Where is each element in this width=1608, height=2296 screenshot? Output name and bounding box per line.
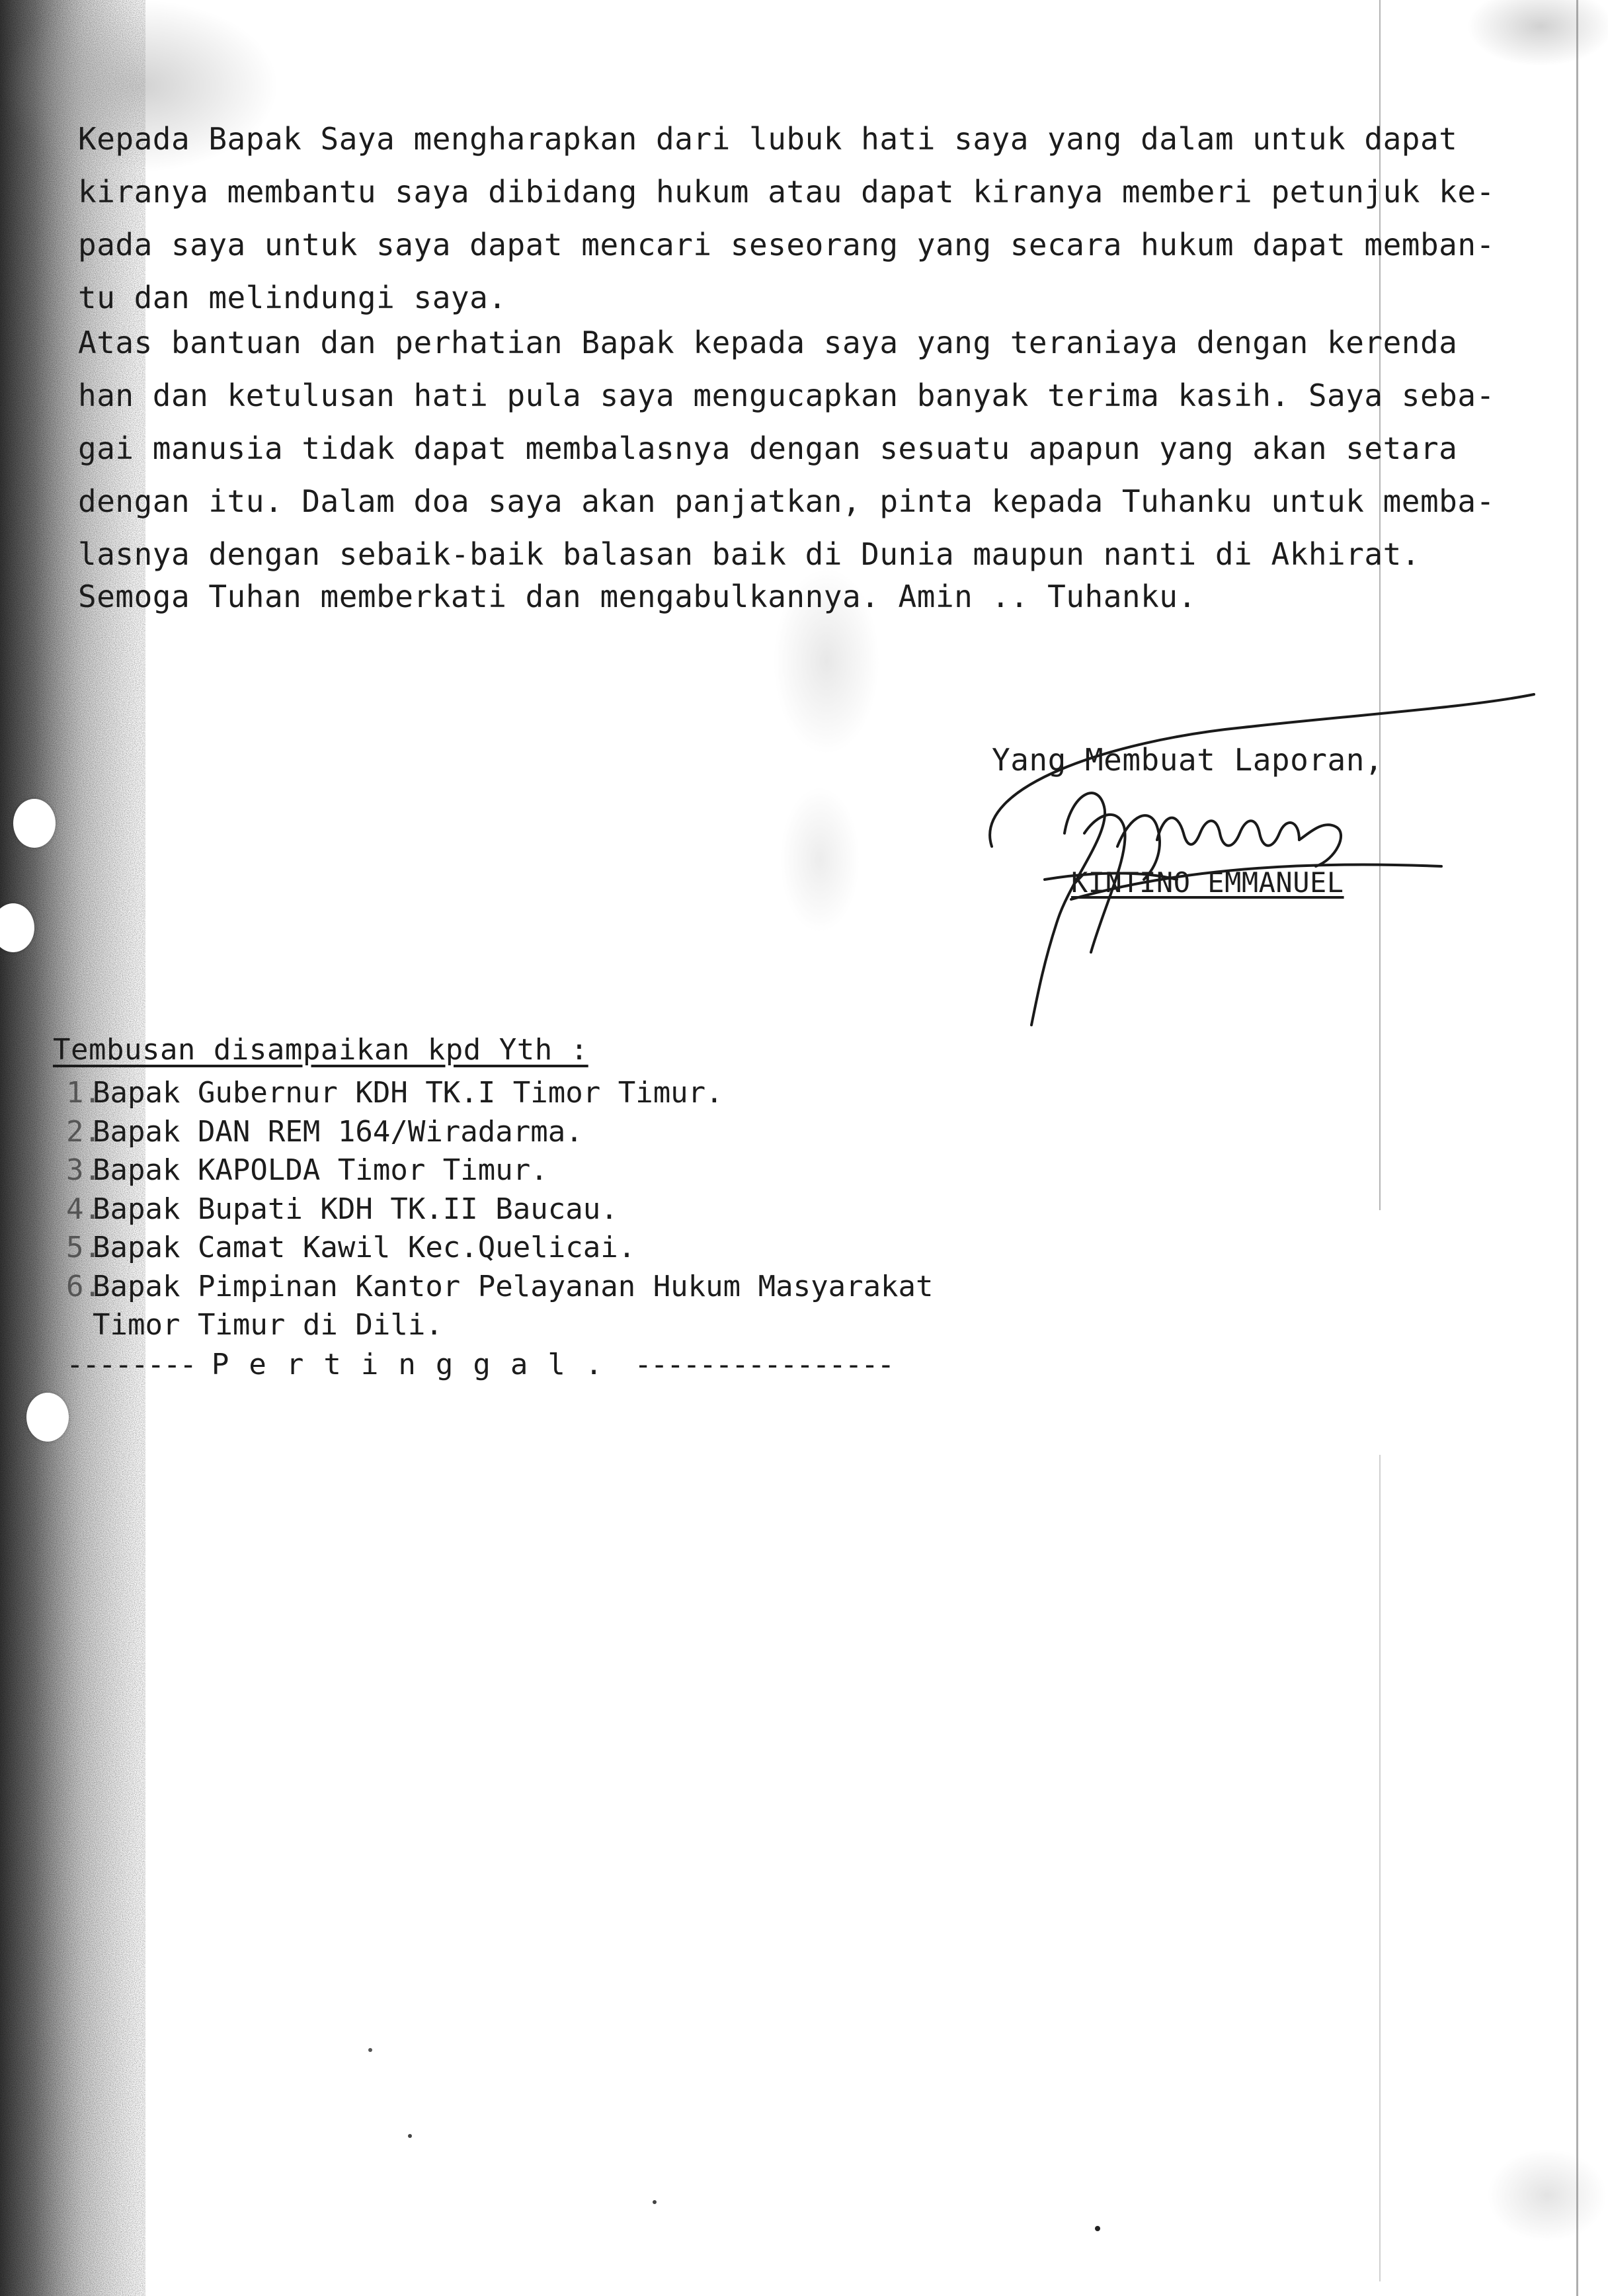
recipient: Bapak Bupati KDH TK.II Baucau. [93,1192,618,1226]
list-item [66,1113,934,1152]
recipient: Bapak KAPOLDA Timor Timur. [93,1153,548,1187]
signer-name: KINTINO EMMANUEL [1071,866,1344,899]
recipient: Bapak Camat Kawil Kec.Quelicai. [93,1231,636,1264]
carbon-copy-list [66,1074,934,1345]
list-number: 6. [66,1269,101,1303]
page-edge-line [1576,0,1578,2296]
paragraph-line: gai manusia tidak dapat membalasnya dengan sesuatu apapun yang akan setara [78,430,1458,466]
list-number: 5. [66,1231,101,1264]
signer-label: Yang Membuat Laporan, [992,742,1384,778]
paragraph-line: lasnya dengan sebaik-baik balasan baik di Dunia maupun nanti di Akhirat. [78,536,1420,572]
list-item [66,1151,934,1190]
paragraph-line: Semoga Tuhan memberkati dan mengabulkannya. Amin .. Tuhanku. [78,579,1197,614]
paragraph-line: tu dan melindungi saya. [78,280,507,315]
list-item [66,1229,934,1268]
list-number: 1. [66,1076,101,1110]
recipient: Bapak DAN REM 164/Wiradarma. [93,1114,583,1149]
closing-word: Pertinggal. [211,1348,623,1381]
punch-hole [26,1393,69,1442]
recipient: Bapak Pimpinan Kantor Pelayanan Hukum Masyarakat [93,1269,934,1303]
letter-paragraph [78,112,1546,324]
recipient: Bapak Gubernur KDH TK.I Timor Timur. [93,1076,723,1110]
carbon-copy-heading: Tembusan disampaikan kpd Yth : [53,1033,588,1067]
punch-hole [13,799,56,848]
list-number: 3. [66,1153,101,1187]
letter-paragraph [78,316,1546,581]
list-item-continuation: Timor Timur di Dili. [93,1308,443,1342]
paragraph-line: Atas bantuan dan perhatian Bapak kepada saya yang teraniaya dengan kerenda [78,325,1458,360]
list-item [66,1190,934,1229]
list-number: 2. [66,1114,101,1149]
closing-rule-right: ---------------- [634,1348,894,1381]
list-item [66,1074,934,1113]
list-number: 4. [66,1192,101,1226]
margin-rule [1379,1455,1381,2281]
letter-paragraph [78,570,1546,623]
paragraph-line: kiranya membantu saya dibidang hukum atau dapat kiranya memberi petunjuk ke- [78,174,1495,210]
list-item [66,1268,934,1307]
paragraph-line: dengan itu. Dalam doa saya akan panjatkan, pinta kepada Tuhanku untuk memba- [78,483,1495,519]
paragraph-line: Kepada Bapak Saya mengharapkan dari lubuk hati saya yang dalam untuk dapat [78,121,1458,157]
paragraph-line: pada saya untuk saya dapat mencari seseorang yang secara hukum dapat memban- [78,227,1495,263]
paragraph-line: han dan ketulusan hati pula saya mengucapkan banyak terima kasih. Saya seba- [78,378,1495,413]
closing-rule-left: -------- [66,1348,196,1381]
closing-line [66,1348,893,1381]
